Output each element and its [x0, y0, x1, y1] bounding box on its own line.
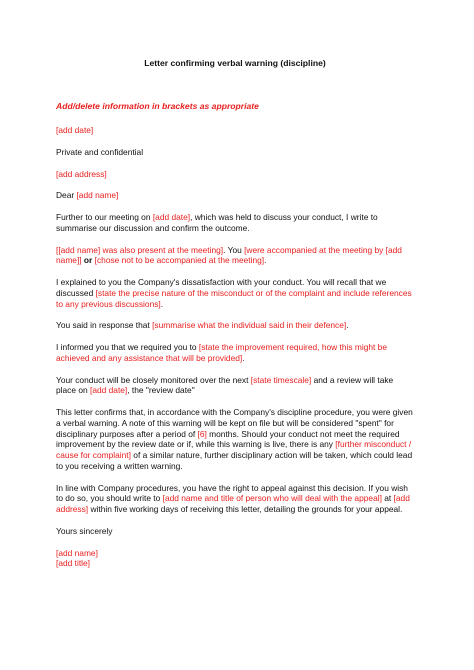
- paragraph-dissatisfaction: [56, 277, 414, 309]
- placeholder-run: [add address]: [56, 493, 410, 514]
- placeholder-run: [further misconduct / cause for complaint]: [56, 439, 412, 460]
- placeholder-run: [summarise what the individual said in their defence]: [152, 320, 347, 331]
- text-run: .: [242, 352, 245, 363]
- text-run: months. Should your conduct not meet the required improvement by the review date or if, while this warning is live, there is any: [56, 428, 400, 450]
- text-run: You said in response that: [56, 320, 153, 331]
- signature-name: [add name]: [56, 547, 98, 558]
- placeholder-run: [were accompanied at the meeting by [add name]]: [56, 244, 402, 266]
- text-run: , which was held to discuss your conduct, I write to summarise our discussion and confirm the outcome.: [56, 212, 378, 233]
- private-confidential: Private and confidential: [56, 146, 144, 157]
- paragraph-response: [56, 320, 414, 331]
- paragraph-improvement: [56, 342, 414, 364]
- text-run: .: [346, 320, 349, 331]
- text-run: .: [264, 255, 267, 266]
- placeholder-run: [6]: [197, 428, 207, 439]
- address-placeholder: [add address]: [56, 168, 107, 179]
- text-run: .: [160, 298, 164, 309]
- paragraph-monitoring: [56, 375, 414, 397]
- paragraph-appeal: [56, 483, 414, 515]
- placeholder-run: [state the improvement required, how this might be achieved and any assistance that will be provided]: [56, 342, 387, 363]
- text-run: . You: [223, 244, 245, 255]
- paragraph-meeting: [56, 212, 414, 234]
- date-placeholder: [add date]: [56, 125, 94, 135]
- text-run: within five working days of receiving this letter, detailing the grounds for your appeal.: [88, 504, 403, 514]
- paragraph-attendance: [56, 245, 414, 267]
- text-run: , the "review date": [127, 385, 195, 396]
- bold-run: or: [81, 255, 95, 266]
- letter-title: Letter confirming verbal warning (discipline): [144, 58, 326, 68]
- placeholder-run: [state timescale]: [250, 374, 312, 385]
- salutation: [56, 190, 414, 201]
- placeholder-run: [add name and title of person who will deal with the appeal]: [162, 493, 382, 504]
- signature-title: [add title]: [56, 558, 90, 569]
- text-run: Further to our meeting on: [56, 212, 153, 222]
- signature-block: [56, 548, 414, 570]
- text-run: at: [381, 493, 394, 504]
- paragraph-warning: [56, 407, 414, 472]
- placeholder-run: [add date]: [90, 385, 128, 396]
- instruction-note: Add/delete information in brackets as appropriate: [56, 101, 259, 111]
- placeholder-run: [[add name] was also present at the meeting]: [56, 244, 224, 255]
- placeholder-run: [state the precise nature of the misconduct or of the complaint and include references to any previous discussions]: [56, 287, 412, 309]
- text-run: of a similar nature, further disciplinary action will be taken, which could lead to you receiving a written warning.: [56, 450, 413, 471]
- closing: Yours sincerely: [56, 525, 113, 536]
- text-run: I informed you that we required you to: [56, 342, 199, 352]
- text-run: and a review will take place on: [56, 374, 394, 396]
- salutation-name: [add name]: [76, 190, 119, 201]
- text-run: This letter confirms that, in accordance with the Company's discipline procedure, you were given a verbal warning. A note of this warning will be kept on file but will be considered "spent" for disciplinary purposes after a period of: [56, 407, 413, 439]
- text-run: In line with Company procedures, you have the right to appeal against this decision. If you wish to do so, you should write to: [56, 482, 408, 504]
- placeholder-run: [add date]: [152, 212, 191, 222]
- placeholder-run: [chose not to be accompanied at the meeting]: [94, 255, 265, 266]
- text-run: I explained to you the Company's dissatisfaction with your conduct. You will recall that we discussed: [56, 277, 387, 298]
- salutation-text: Dear: [56, 190, 77, 201]
- text-run: Your conduct will be closely monitored over the next: [56, 374, 251, 385]
